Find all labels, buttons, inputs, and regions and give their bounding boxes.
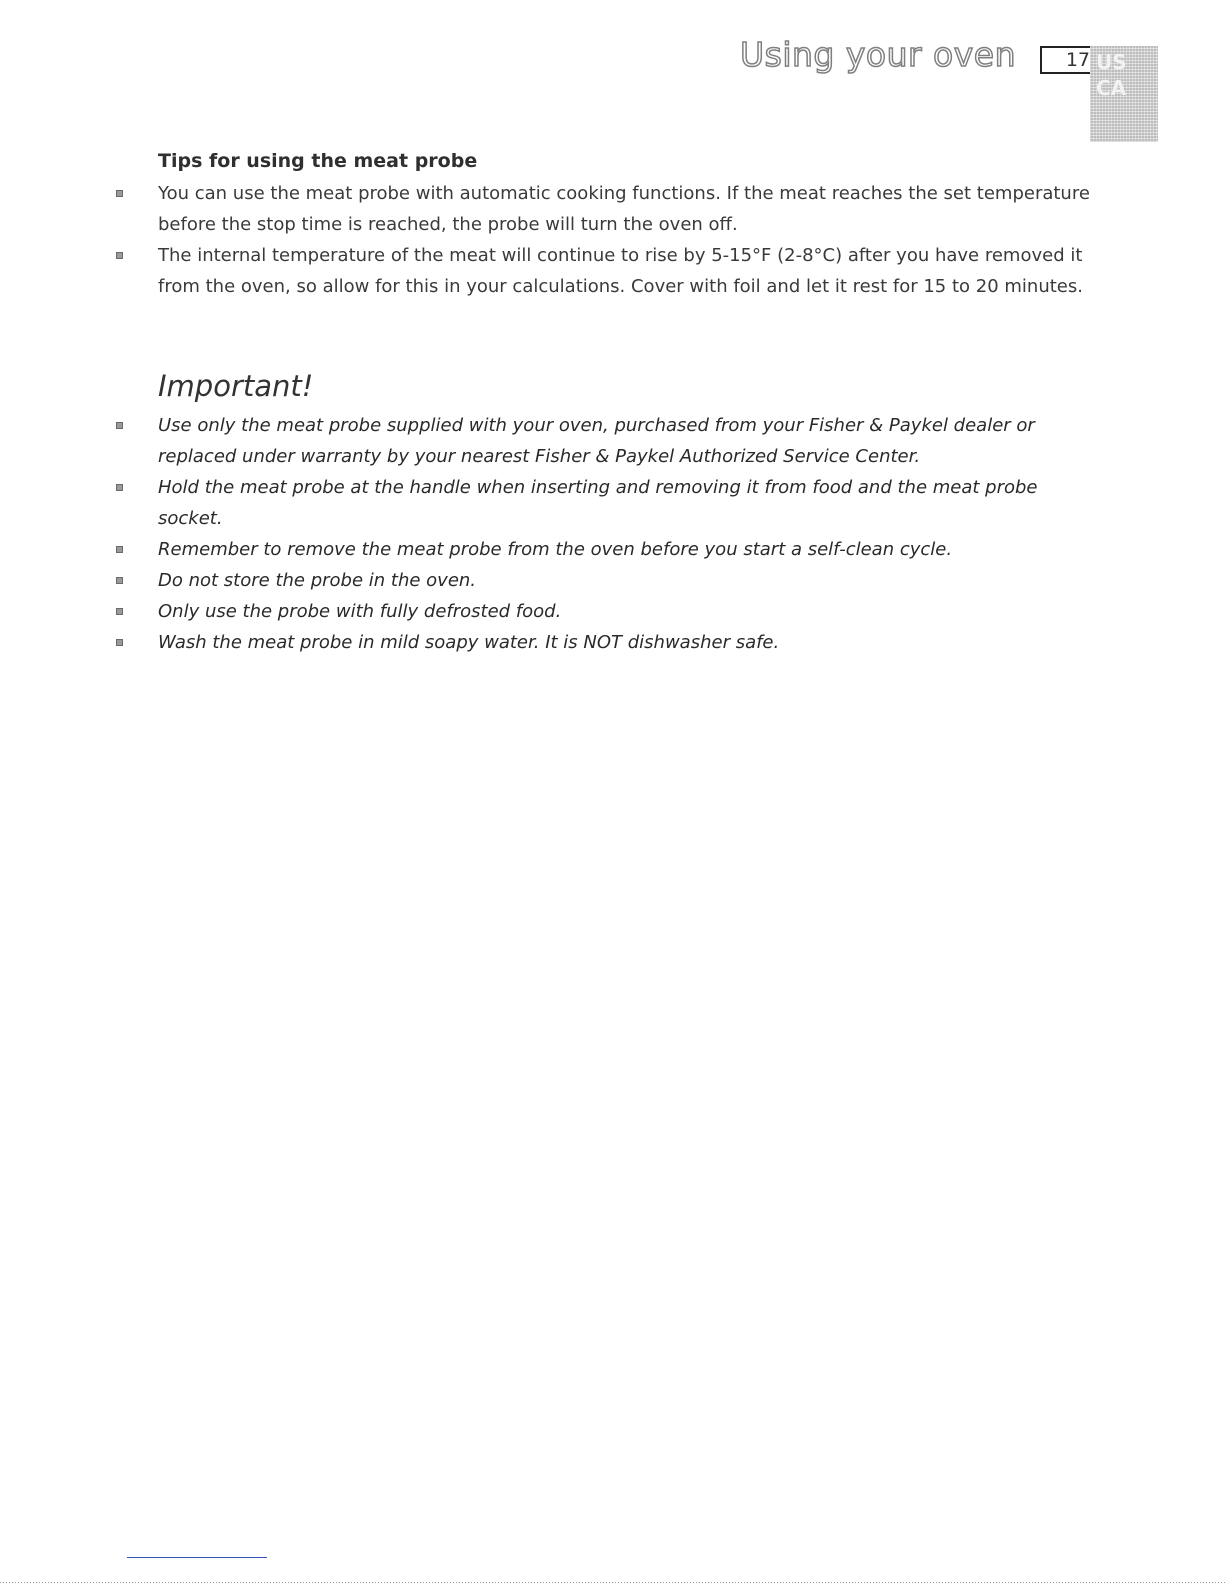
list-item-text: Do not store the probe in the oven. — [158, 570, 477, 591]
page-number: 17 — [1040, 46, 1096, 74]
tips-list — [0, 178, 1225, 302]
list-item — [0, 472, 1225, 534]
square-bullet-icon — [116, 639, 123, 646]
square-bullet-icon — [116, 608, 123, 615]
tips-heading: Tips for using the meat probe — [158, 150, 478, 172]
list-item-text: The internal temperature of the meat will continue to rise by 5-15°F (2-8°C) after you have removed it from the oven, so allow for this in your calculations. Cover with foil and let it rest for 15 to 20 minutes. — [158, 245, 1083, 297]
page-header-title: Using your oven — [740, 35, 1016, 74]
region-tab — [1090, 46, 1158, 142]
list-item — [0, 178, 1225, 240]
important-list — [0, 410, 1225, 658]
square-bullet-icon — [116, 484, 123, 491]
list-item — [0, 410, 1225, 472]
list-item-text: Use only the meat probe supplied with your oven, purchased from your Fisher & Paykel dealer or replaced under warranty by your nearest Fisher & Paykel Authorized Service Center. — [158, 415, 1035, 467]
list-item-text: Wash the meat probe in mild soapy water. It is NOT dishwasher safe. — [158, 632, 780, 653]
list-item — [0, 534, 1225, 565]
footer-rule — [127, 1557, 267, 1558]
list-item — [0, 596, 1225, 627]
square-bullet-icon — [116, 252, 123, 259]
important-heading: Important! — [158, 369, 314, 403]
square-bullet-icon — [116, 190, 123, 197]
region-tab-ca: CA — [1096, 76, 1127, 100]
bottom-edge-dots — [0, 1582, 1225, 1583]
list-item — [0, 565, 1225, 596]
square-bullet-icon — [116, 546, 123, 553]
square-bullet-icon — [116, 577, 123, 584]
list-item-text: Remember to remove the meat probe from the oven before you start a self-clean cycle. — [158, 539, 953, 560]
square-bullet-icon — [116, 422, 123, 429]
list-item-text: You can use the meat probe with automatic cooking functions. If the meat reaches the set temperature before the stop time is reached, the probe will turn the oven off. — [158, 183, 1090, 235]
list-item-text: Hold the meat probe at the handle when inserting and removing it from food and the meat probe socket. — [158, 477, 1038, 529]
list-item-text: Only use the probe with fully defrosted food. — [158, 601, 562, 622]
list-item — [0, 627, 1225, 658]
region-tab-us: US — [1096, 50, 1127, 74]
list-item — [0, 240, 1225, 302]
